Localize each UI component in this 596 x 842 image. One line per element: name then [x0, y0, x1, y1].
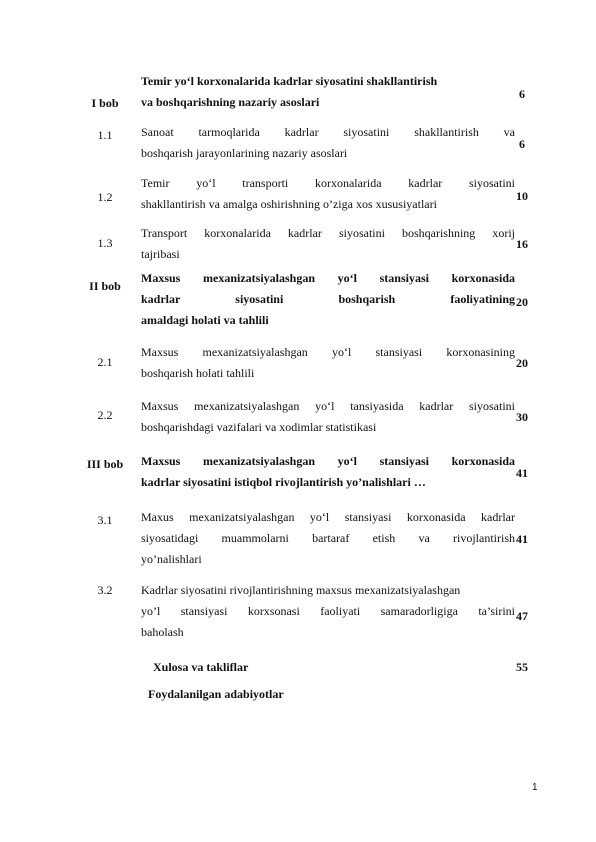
toc-conclusion-page: 55: [516, 660, 528, 674]
toc-entry-page: 16: [516, 237, 528, 251]
toc-entry-title: [141, 396, 515, 438]
toc-entry-title: [141, 173, 515, 215]
toc-entry-title-line: Maxsus mexanizatsiyalashgan yo‘l tansiyasida kadrlar siyosatini: [141, 399, 515, 413]
toc-entry-title-line: Maxsus mexanizatsiyalashgan yo‘l stansiyasi korxonasining: [141, 345, 515, 359]
toc-entry-number: 1.1: [97, 128, 113, 142]
toc-entry-page: 20: [516, 295, 528, 309]
page-number: 1: [532, 782, 538, 793]
toc-entry-title: [141, 122, 515, 164]
toc-references-label: Foydalanilgan adabiyotlar: [148, 687, 284, 701]
toc-entry-title-line: boshqarishdagi vazifalari va xodimlar statistikasi: [141, 420, 377, 434]
toc-entry-title: [141, 580, 515, 643]
toc-entry-page: 10: [516, 189, 528, 203]
toc-entry-title-line: boshqarish holati tahlili: [141, 366, 255, 380]
toc-entry-title-line: amaldagi holati va tahlili: [141, 313, 269, 327]
toc-entry-title-line: yo’l stansiyasi korxsonasi faoliyati samaradorligiga ta’sirini: [141, 604, 515, 618]
toc-entry-page: 47: [516, 609, 528, 623]
toc-entry-page: 41: [516, 532, 528, 546]
toc-entry-title: [141, 223, 515, 265]
toc-entry-number: II bob: [89, 279, 121, 293]
toc-entry-title-line: shakllantirish va amalga oshirishning o’ziga xos xususiyatlari: [141, 197, 437, 211]
toc-entry-title-line: boshqarish jarayonlarining nazariy asoslari: [141, 146, 348, 160]
toc-entry-title-line: Kadrlar siyosatini rivojlantirishning maxsus mexanizatsiyalashgan: [141, 583, 461, 597]
toc-entry-number: 3.2: [97, 583, 113, 597]
toc-entry-page: 6: [519, 87, 525, 101]
toc-entry-title-line: tajribasi: [141, 247, 180, 261]
toc-entry-title: [141, 451, 515, 493]
toc-entry-title-line: Maxsus mexanizatsiyalashgan yo‘l stansiyasi korxonasida: [141, 454, 515, 468]
toc-entry-title-line: va boshqarishning nazariy asoslari: [141, 95, 320, 109]
toc-entry-title-line: Maxus mexanizatsiyalashgan yo‘l stansiyasi korxonasida kadrlar: [141, 510, 515, 524]
toc-entry-number: 3.1: [97, 513, 113, 527]
toc-entry-title-line: yo’nalishlari: [141, 552, 202, 566]
toc-entry-title: [141, 71, 515, 113]
toc-entry-page: 30: [516, 410, 528, 424]
toc-entry-title-line: Temir yo‘l transporti korxonalarida kadrlar siyosatini: [141, 176, 515, 190]
toc-entry-page: 20: [516, 356, 528, 370]
toc-entry-title-line: Temir yo‘l korxonalarida kadrlar siyosatini shakllantirish: [141, 74, 438, 88]
toc-entry-number: 1.3: [97, 236, 113, 250]
toc-entry-title-line: kadrlar siyosatini istiqbol rivojlantirish yo’nalishlari …: [141, 475, 426, 489]
toc-entry-page: 6: [519, 137, 525, 151]
toc-entry-page: 41: [516, 466, 528, 480]
toc-entry-number: I bob: [91, 96, 119, 110]
toc-entry-title-line: Transport korxonalarida kadrlar siyosatini boshqarishning xorij: [141, 226, 515, 240]
toc-entry-title: [141, 507, 515, 570]
toc-entry-title-line: siyosatidagi muammolarni bartaraf etish va rivojlantirish: [141, 531, 515, 545]
toc-entry-title-line: kadrlar siyosatini boshqarish faoliyatining: [141, 292, 515, 306]
toc-entry-number: 2.2: [97, 408, 113, 422]
toc-entry-title: [141, 268, 515, 331]
toc-entry-number: 1.2: [97, 190, 113, 204]
toc-entry-title-line: Maxsus mexanizatsiyalashgan yo‘l stansiyasi korxonasida: [141, 271, 515, 285]
toc-entry-title: [141, 342, 515, 384]
toc-conclusion-label: Xulosa va takliflar: [153, 660, 249, 674]
toc-entry-number: 2.1: [97, 355, 113, 369]
toc-entry-title-line: baholash: [141, 625, 184, 639]
toc-entry-number: III bob: [86, 457, 124, 471]
toc-entry-title-line: Sanoat tarmoqlarida kadrlar siyosatini shakllantirish va: [141, 125, 515, 139]
